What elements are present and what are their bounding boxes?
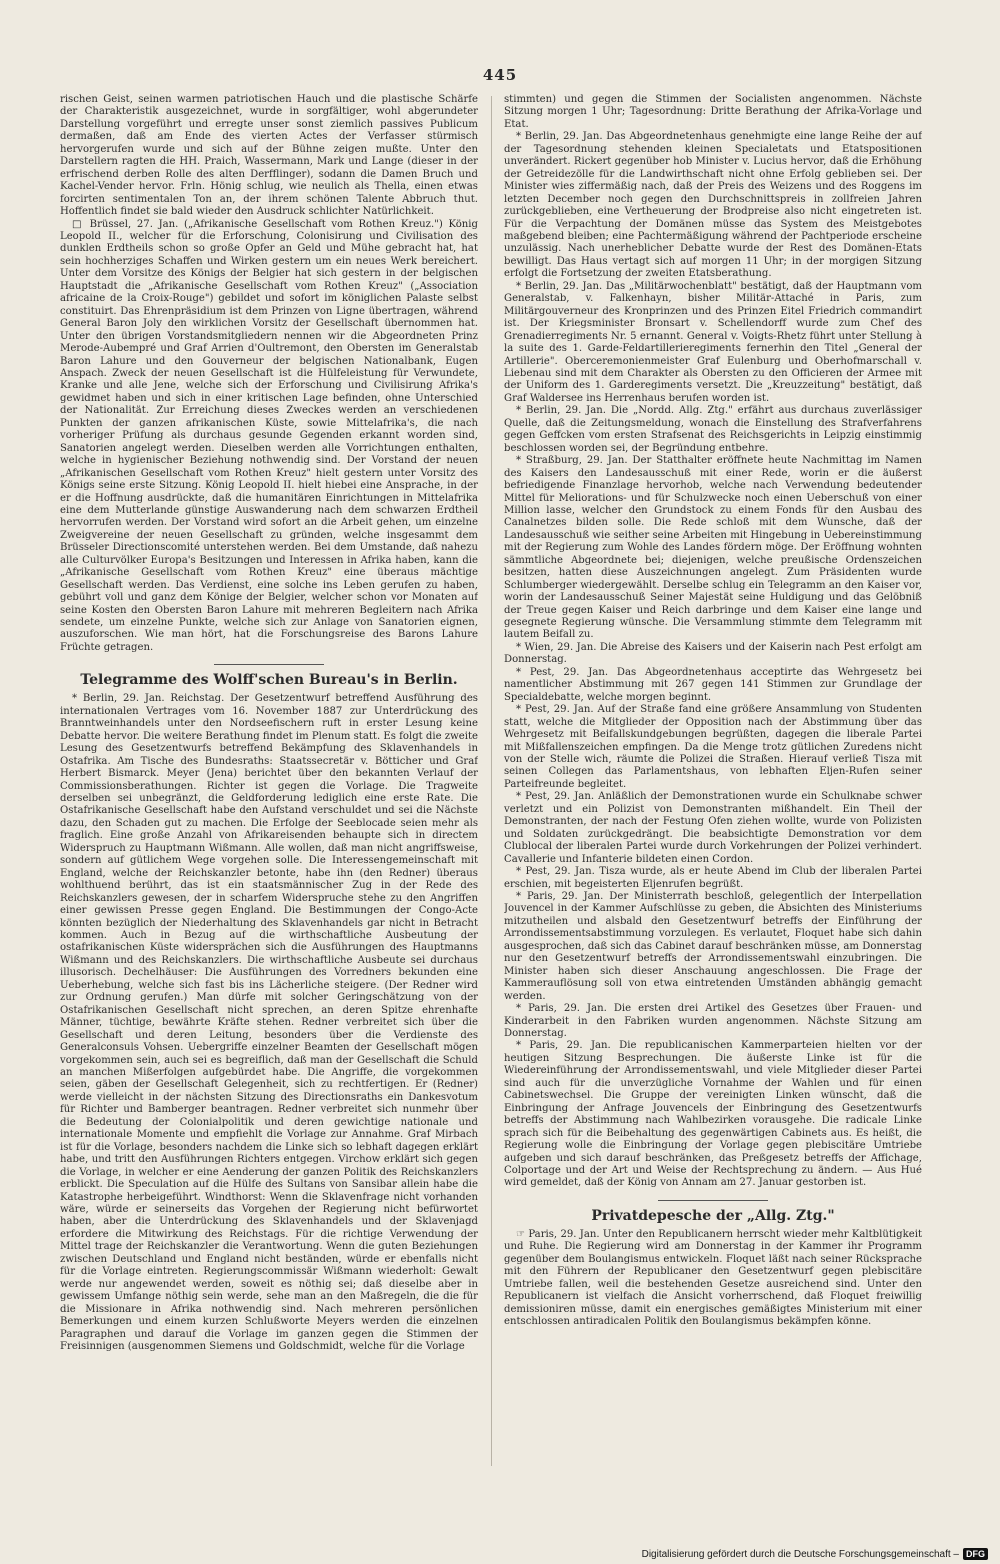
article-berlin-nordd: * Berlin, 29. Jan. Die „Nordd. Allg. Ztg." erfährt aus durchaus zuverlässiger Quelle, daß die Zeitungsmeldung, wonach die Einstellung des Strafverfahrens gegen Geffcken vom ersten Strafsenat des Reichsgerichts in Leipzig einstimmig beschlossen worden sei, der Begründung entbehre. — [504, 405, 922, 454]
article-pest-3: * Pest, 29. Jan. Anläßlich der Demonstrationen wurde ein Schulknabe schwer verletzt und ein Polizist von Demonstranten mißhandelt. Ein Theil der Demonstranten, der nach der Festung Ofen ziehen wollte, wurde von Polizisten und Soldaten zurückgedrängt. Die beabsichtigte Demonstration vor dem Clublocal der liberalen Partei wurde durch Vorkehrungen der Polizei verhindert. Cavallerie und Infanterie bildeten einen Cordon. — [504, 791, 922, 865]
footer — [642, 1548, 988, 1560]
page-number: 445 — [482, 66, 518, 84]
article-berlin-militaerwochenblatt: * Berlin, 29. Jan. Das „Militärwochenblatt" bestätigt, daß der Hauptmann vom Generalstab, v. Falkenhayn, bisher Militär-Attaché in Paris, zum Militärgouverneur des Kronprinzen und des Prinzen Eitel Friedrich commandirt ist. Der Kriegsminister Bronsart v. Schellendorff wurde zum Chef des Grenadierregiments Nr. 5 ernannt. General v. Voigts-Rhetz führt unter Stellung à la suite des 1. Garde-Feldartillerieregiments fernerhin den Titel „General der Artillerie". Oberceremonienmeister Graf Eulenburg und Oberhofmarschall v. Liebenau sind mit dem Charakter als Obersten zu den Officieren der Armee mit der Uniform des 1. Garderegiments versetzt. Die „Kreuzzeitung" bestätigt, daß Graf Waldersee ins Herrenhaus berufen worden ist. — [504, 280, 922, 404]
dfg-logo: DFG — [963, 1548, 988, 1560]
article-paris-2: * Paris, 29. Jan. Die ersten drei Artikel des Gesetzes über Frauen- und Kinderarbeit in den Fabriken wurden angenommen. Nächste Sitzung am Donnerstag. — [504, 1003, 922, 1039]
left-column — [60, 94, 478, 1469]
article-continuation-right: stimmten) und gegen die Stimmen der Socialisten angenommen. Nächste Sitzung morgen 1 Uhr; Tagesordnung: Dritte Berathung der Afrika-Vorlage und Etat. — [504, 94, 922, 130]
footer-text: Digitalisierung gefördert durch die Deutsche Forschungsgemeinschaft – — [641, 1548, 959, 1560]
section-divider — [214, 664, 324, 665]
article-pest-2: * Pest, 29. Jan. Auf der Straße fand eine größere Ansammlung von Studenten statt, welche die Mitglieder der Opposition nach der Abstimmung über das Wehrgesetz mit Beifallskundgebungen begrüßten, dagegen die liberale Partei mit Mißfallenszeichen empfingen. Da die Menge trotz gütlichen Zuredens nicht von der Stelle wich, räumte die Polizei die Straßen. Hierauf verließ Tisza mit seinen Collegen das Parlamentshaus, von lebhaften Eljen-Rufen seiner Parteifreunde begleitet. — [504, 704, 922, 790]
section-heading-privatdepesche: Privatdepesche der „Allg. Ztg." — [591, 1207, 835, 1224]
column-divider — [491, 96, 492, 1466]
article-strassburg: * Straßburg, 29. Jan. Der Statthalter eröffnete heute Nachmittag im Namen des Kaisers den Landesausschuß mit einer Rede, worin er die äußerst befriedigende Finanzlage hervorhob, welche nach Verwendung bedeutender Mittel für Meliorations- und für Schulzwecke noch einen Ueberschuß von einer Million lasse, welcher den Grundstock zu einem Fonds für den Ausbau des Canalnetzes bilden solle. Die Rede schloß mit dem Wunsche, daß der Landesausschuß wie seither seine Arbeiten mit Hingebung in Uebereinstimmung mit der Regierung zum Wohle des Landes fördern möge. Der Eröffnung wohnten sämmtliche Abgeordnete bei; diejenigen, welche preußische Ordenszeichen besitzen, hatten diese Auszeichnungen angelegt. Zum Präsidenten wurde Schlumberger wiedergewählt. Derselbe schlug ein Telegramm an den Kaiser vor, worin der Landesausschuß Seiner Majestät seine Huldigung und das Gelöbniß der Treue gegen Kaiser und Reich darbringe und dem Kaiser eine lange und gesegnete Regierung wünsche. Die Versammlung stimmte dem Telegramm mit lautem Beifall zu. — [504, 455, 922, 641]
right-column — [504, 94, 922, 1469]
article-pest-4: * Pest, 29. Jan. Tisza wurde, als er heute Abend im Club der liberalen Partei erschien, mit begeisterten Eljenrufen begrüßt. — [504, 866, 922, 890]
article-bruessel: □ Brüssel, 27. Jan. („Afrikanische Gesellschaft vom Rothen Kreuz.") König Leopold II., welcher für die Erforschung, Colonisirung und Civilisation des dunklen Erdtheils schon so große Opfer an Geld und Mühe gebracht hat, hat sein hochherziges Schaffen und Wirken gestern um ein neues Werk bereichert. Unter dem Vorsitze des Königs der Belgier hat sich gestern in der belgischen Hauptstadt die „Afrikanische Gesellschaft vom Rothen Kreuz" („Association africaine de la Croix-Rouge") gebildet und sofort im königlichen Palaste selbst constituirt. Das Ehrenpräsidium ist dem Prinzen von Ligne übertragen, während General Baron Joly den wirklichen Vorsitz der Gesellschaft übernommen hat. Unter den übrigen Vorstandsmitgliedern nennen wir die Abgeordneten Prinz Merode-Aubempré und Graf Arrien d'Oultremont, den Obersten im Generalstab Baron Lahure und den Gouverneur der belgischen Nationalbank, Eugen Anspach. Zweck der neuen Gesellschaft ist die Hülfeleistung für Verwundete, Kranke und alle Jene, welche sich der Erforschung und Civilisirung Afrika's gewidmet haben und sich in einer kritischen Lage befinden, ohne Unterschied der Nationalität. Zur Erreichung dieses Zweckes werden an verschiedenen Punkten der ganzen afrikanischen Küste, sowie Mittelafrika's, die nach vorheriger Prüfung als durchaus gesunde Gegenden erkannt worden sind, Sanatorien angelegt werden. Dieselben werden alle Vorrichtungen enthalten, welche in hygienischer Beziehung nothwendig sind. Der Vorstand der neuen „Afrikanischen Gesellschaft vom Rothen Kreuz" hielt gestern unter Vorsitz des Königs seine erste Sitzung. König Leopold II. hielt hiebei eine Ansprache, in der er die Hoffnung ausdrückte, daß die humanitären Einrichtungen in Mittelafrika eine dem Mutterlande günstige Auswanderung nach dem schwarzen Erdtheil hervorrufen werden. Der Vorstand wird sofort an die Arbeit gehen, um einzelne Zweigvereine der neuen Gesellschaft zu gründen, welche insgesammt dem Brüsseler Directionscomité unterstehen werden. Bei dem Umstande, daß nahezu alle Culturvölker Europa's Besitzungen und Interessen in Afrika haben, kann die „Afrikanische Gesellschaft vom Rothen Kreuz" eine überaus mächtige Gesellschaft werden. Das Verdienst, eine solche ins Leben gerufen zu haben, gebührt voll und ganz dem Könige der Belgier, welcher schon vor Monaten auf seine Kosten den Obersten Baron Lahure mit mehreren Begleitern nach Afrika sendete, um einzelne Punkte, welche sich zur Anlage von Sanatorien eignen, auszuforschen. Wie man hört, hat die Forschungsreise des Barons Lahure Früchte getragen. — [60, 218, 478, 653]
article-paris-private: ☞ Paris, 29. Jan. Unter den Republicanern herrscht wieder mehr Kaltblütigkeit und Ruhe. Die Regierung wird am Donnerstag in der Kammer ihr Programm gegenüber dem Boulangismus entwickeln. Floquet läßt nach seiner Rücksprache mit den Führern der Republicaner den Gesetzentwurf gegen plebiscitäre Umtriebe fallen, weil die bestehenden Gesetze ausreichend sind. Unter den Republicanern ist vielfach die Ansicht vorherrschend, daß Floquet freiwillig demissioniren müsse, damit ein energisches gemäßigtes Ministerium mit einer entschlossen antiradicalen Politik den Boulangismus bekämpfen könne. — [504, 1228, 922, 1328]
article-berlin-abgeordnetenhaus: * Berlin, 29. Jan. Das Abgeordnetenhaus genehmigte eine lange Reihe der auf der Tagesordnung stehenden kleinen Specialetats und Etatspositionen unverändert. Rickert gegenüber hob Minister v. Lucius hervor, daß die Erhöhung der Getreidezölle für die Landwirthschaft nicht ohne Erfolg geblieben sei. Der Minister wies ziffermäßig nach, daß der Preis des Weizens und des Roggens im letzten December noch gegen den Durchschnittspreis in zollfreien Jahren zurückgeblieben, eine Vertheuerung der Brodpreise also nicht eingetreten ist. Für die Verpachtung der Domänen müsse das System des Meistgebotes maßgebend bleiben; eine Pachtermäßigung während der Pachtperiode erscheine unzulässig. Nach unerheblicher Debatte wurde der Rest des Domänen-Etats bewilligt. Das Haus vertagt sich auf morgen 11 Uhr; in der morgigen Sitzung erfolgt die Fortsetzung der zweiten Etatsberathung. — [504, 131, 922, 280]
section-divider — [658, 1200, 768, 1201]
article-paris-1: * Paris, 29. Jan. Der Ministerrath beschloß, gelegentlich der Interpellation Jouvencel in der Kammer Aufschlüsse zu geben, die Absichten des Ministeriums mitzutheilen und alsbald den Gesetzentwurf betreffs der Einführung der Arrondissementsabstimmung vorzulegen. Es verlautet, Floquet habe sich dahin ausgesprochen, daß sich das Cabinet darauf beschränken müsse, am Donnerstag nur den Gesetzentwurf betreffs der Arrondissementswahl einzubringen. Die Minister haben sich dieser Anschauung angeschlossen. Die Frage der Kammerauflösung soll von etwa eintretenden Umständen abhängig gemacht werden. — [504, 891, 922, 1002]
article-pest-1: * Pest, 29. Jan. Das Abgeordnetenhaus acceptirte das Wehrgesetz bei namentlicher Abstimmung mit 267 gegen 141 Stimmen zur Grundlage der Specialdebatte, welche morgen beginnt. — [504, 666, 922, 703]
article-wien: * Wien, 29. Jan. Die Abreise des Kaisers und der Kaiserin nach Pest erfolgt am Donnerstag. — [504, 641, 922, 666]
article-paris-3: * Paris, 29. Jan. Die republicanischen Kammerparteien hielten vor der heutigen Sitzung Besprechungen. Die äußerste Linke ist für die Wiedereinführung der Arrondissementswahl, und viele Mitglieder dieser Partei sind auch für die unverzügliche Vornahme der Wahlen und für einen Cabinetswechsel. Die Gruppe der vereinigten Linken wünscht, daß die Einbringung der Anfrage Jouvencels der Einbringung des Gesetzentwurfs betreffs der Abstimmung nach Wahlbezirken vorausgehe. Die radicale Linke sprach sich für die Beibehaltung des gegenwärtigen Cabinets aus. Es heißt, die Regierung wolle die Einbringung der Vorlage gegen plebiscitäre Umtriebe aufgeben und sich darauf beschränken, das Preßgesetz betreffs der Affichage, Colportage und der Art und Weise der Rechtsprechung zu ändern. — Aus Hué wird gemeldet, daß der König von Annam am 27. Januar gestorben ist. — [504, 1040, 922, 1189]
article-berlin-reichstag: * Berlin, 29. Jan. Reichstag. Der Gesetzentwurf betreffend Ausführung des internationalen Vertrages vom 16. November 1887 zur Unterdrückung des Branntweinhandels unter den Nordseefischern ruft in erster Lesung keine Debatte hervor. Die weitere Berathung findet im Plenum statt. Es folgt die zweite Lesung des Gesetzentwurfs betreffend Bekämpfung des Sklavenhandels in Ostafrika. Am Tische des Bundesraths: Staatssecretär v. Bötticher und Graf Herbert Bismarck. Meyer (Jena) berichtet über den bekannten Verlauf der Commissionsberathungen. Richter ist gegen die Vorlage. Die Tragweite derselben sei unbegränzt, die Geldforderung lediglich eine erste Rate. Die Ostafrikanische Gesellschaft habe den Aufstand verschuldet und sei die Nächste dazu, den Schaden gut zu machen. Die Erfolge der Seeblocade seien mehr als fraglich. Eine große Anzahl von Afrikareisenden behaupte sich in directem Widerspruch zu Hauptmann Wißmann. Alle wollen, daß man nicht angriffsweise, sondern auf gütlichem Wege vorgehen solle. Die Interessengemeinschaft mit England, welche der Reichskanzler betonte, habe ihn (den Redner) überaus wohlthuend berührt, das ist ein staatsmännischer Zug in der Rede des Reichskanzlers gewesen, der in scharfem Widerspruche stehe zu den Angriffen einer gewissen Presse gegen England. Die Bestimmungen der Congo-Acte könnten bezüglich der Niederhaltung des Sklavenhandels gar nicht in Betracht kommen. Auch in Bezug auf die wirthschaftliche Ausbeutung der ostafrikanischen Küste widersprächen sich die Ausführungen des Hauptmanns Wißmann und des Reichskanzlers. Die wirthschaftliche Ausbeute sei durchaus illusorisch. Dechelhäuser: Die Ausführungen des Vorredners bekunden eine Ueberhebung, welche sich fast bis ins Lächerliche steigere. (Der Redner wird zur Ordnung gerufen.) Man dürfe mit solcher Geringschätzung von der Ostafrikanischen Gesellschaft nicht sprechen, an deren Spitze ehrenhafte Männer, tüchtige, bewährte Kräfte stehen. Redner verbreitet sich über die Gesellschaft und deren Leitung, besonders über die Verdienste des Generalconsuls Vohsen. Uebergriffe einzelner Beamten der Gesellschaft mögen vorgekommen sein, auch sei es begreiflich, daß man der Gesellschaft die Schuld an manchen Mißerfolgen aufgebürdet habe. Die Angriffe, die vorgekommen seien, gäben der Gesellschaft Gelegenheit, sich zu rechtfertigen. Er (Redner) werde vielleicht in der nächsten Sitzung des Directionsraths ein Dankesvotum für Richter und Bamberger beantragen. Redner verbreitet sich nunmehr über die Bedeutung der Colonialpolitik und deren gewichtige nationale und internationale Momente und empfiehlt die Vorlage zur Annahme. Graf Mirbach ist für die Vorlage, besonders nachdem die Linke sich so lebhaft dagegen erklärt habe, und tritt den Ausführungen Richters entgegen. Virchow erklärt sich gegen die Vorlage, in welcher er eine Aenderung der ganzen Politik des Reichskanzlers erblickt. Die Speculation auf die Hülfe des Sultans von Sansibar allein habe die Katastrophe herbeigeführt. Windthorst: Wenn die Sklavenfrage nicht vorhanden wäre, würde er seinerseits das Vorgehen der Regierung nicht befürwortet haben, aber die Unterdrückung des Sklavenhandels und der Sklavenjagd erfordere die Mitwirkung des Reichstags. Für die richtige Verwendung der Mittel trage der Reichskanzler die Verantwortung. Wenn die guten Beziehungen zwischen Deutschland und England nicht beständen, würde er ebenfalls nicht für die Vorlage eintreten. Regierungscommissär Wißmann wiederholt: Gewalt werde nur angewendet werden, soweit es nöthig sei; daß dieselbe aber in gewissem Umfange nöthig sein werde, sehe man an den Maßregeln, die die für die Missionare in Afrika nothwendig sind. Nach mehreren persönlichen Bemerkungen und einem kurzen Schlußworte Meyers werden die einzelnen Paragraphen und darauf die Vorlage im ganzen gegen die Stimmen der Freisinnigen (ausgenommen Siemens und Goldschmidt, welche für die Vorlage — [60, 693, 478, 1352]
article-continuation: rischen Geist, seinen warmen patriotischen Hauch und die plastische Schärfe der Charakteristik ausgezeichnet, wurde in sorgfältiger, wohl abgerundeter Darstellung vorgeführt und erregte unser sonst ziemlich passives Publicum dermaßen, daß am Ende des vierten Actes der Verfasser stürmisch hervorgerufen wurde und sich auf der Bühne zeigen mußte. Unter den Darstellern ragten die HH. Praich, Wassermann, Mark und Lange (dieser in der erfrischend derben Rolle des alten Derfflinger), sodann die Damen Bruch und Kachel-Vender hervor. Frln. Hönig schlug, wie neulich als Thella, einen etwas forcirten sentimentalen Ton an, der ihrem schönen Talente Abbruch thut. Hoffentlich findet sie bald wieder den Ausdruck schlichter Natürlichkeit. — [60, 94, 478, 218]
section-heading-telegramme: Telegramme des Wolff'schen Bureau's in Berlin. — [80, 672, 458, 689]
